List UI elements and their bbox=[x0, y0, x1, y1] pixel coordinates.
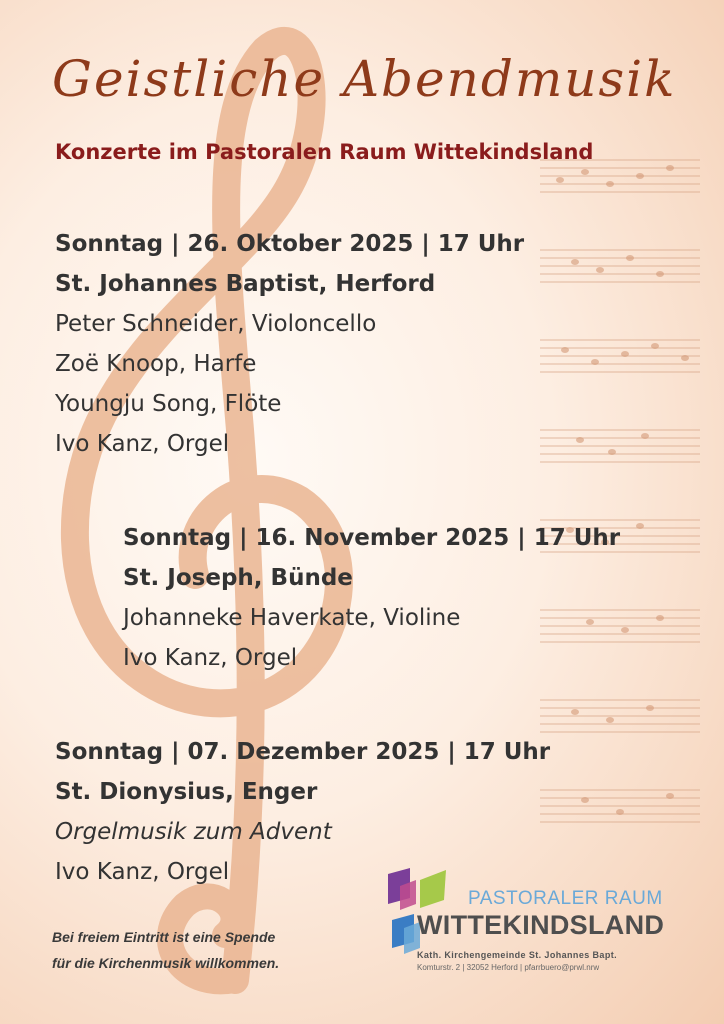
performer: Ivo Kanz, Orgel bbox=[55, 859, 230, 885]
concert-date: Sonntag | 16. November 2025 | 17 Uhr bbox=[123, 525, 621, 551]
logo-line-1: PASTORALER RAUM bbox=[468, 888, 663, 909]
music-notes bbox=[556, 165, 689, 815]
concert-1 bbox=[55, 224, 524, 464]
performer: Zoë Knoop, Harfe bbox=[55, 351, 257, 377]
concert-program: Orgelmusik zum Advent bbox=[55, 819, 332, 845]
performer: Ivo Kanz, Orgel bbox=[123, 645, 298, 671]
page-title: Geistliche Abendmusik bbox=[52, 50, 677, 108]
concert-venue: St. Johannes Baptist, Herford bbox=[55, 271, 436, 297]
parish-logo bbox=[386, 868, 686, 978]
logo-line-2: WITTEKINDSLAND bbox=[417, 910, 665, 940]
concert-date: Sonntag | 07. Dezember 2025 | 17 Uhr bbox=[55, 739, 551, 765]
concert-venue: St. Joseph, Bünde bbox=[123, 565, 353, 591]
performer: Peter Schneider, Violoncello bbox=[55, 311, 377, 337]
concert-venue: St. Dionysius, Enger bbox=[55, 779, 318, 805]
donation-note-line: für die Kirchenmusik willkommen. bbox=[52, 955, 280, 971]
page-subtitle: Konzerte im Pastoralen Raum Wittekindsland bbox=[55, 140, 594, 164]
donation-note-line: Bei freiem Eintritt ist eine Spende bbox=[52, 929, 276, 945]
concert-2 bbox=[123, 518, 620, 678]
concert-date: Sonntag | 26. Oktober 2025 | 17 Uhr bbox=[55, 231, 525, 257]
sheet-music-background bbox=[540, 160, 700, 822]
logo-line-3: Kath. Kirchengemeinde St. Johannes Bapt. bbox=[417, 950, 618, 960]
performer: Ivo Kanz, Orgel bbox=[55, 431, 230, 457]
performer: Johanneke Haverkate, Violine bbox=[123, 605, 461, 631]
donation-note bbox=[52, 924, 279, 976]
logo-line-4: Komturstr. 2 | 32052 Herford | pfarrbuero@prwl.nrw bbox=[417, 963, 600, 972]
performer: Youngju Song, Flöte bbox=[55, 391, 282, 417]
